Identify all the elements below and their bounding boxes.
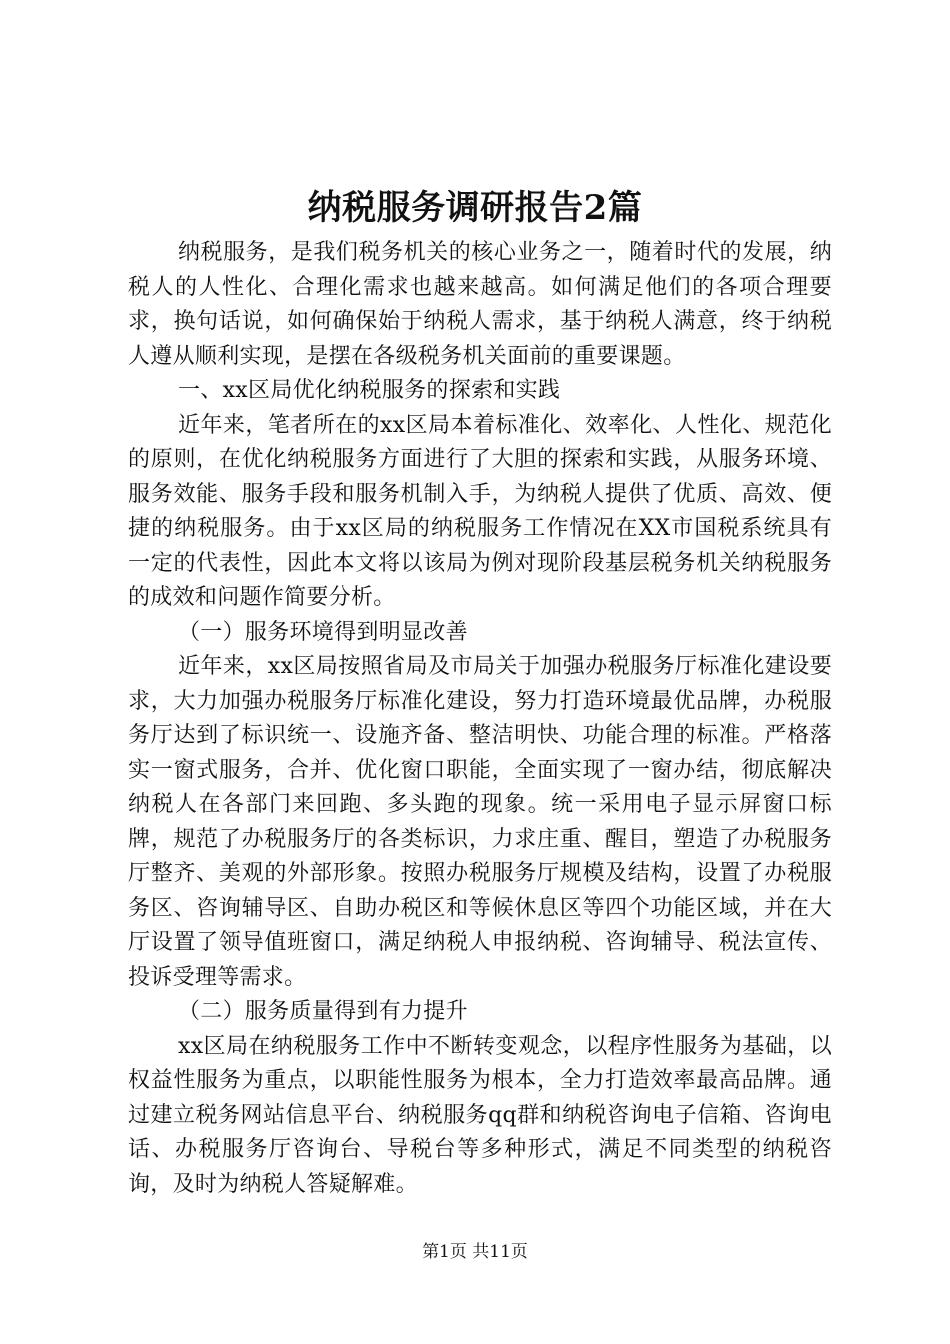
document-body bbox=[128, 236, 832, 1202]
section-1-paragraph: 近年来，笔者所在的xx区局本着标准化、效率化、人性化、规范化的原则，在优化纳税服务方面进行了大胆的探索和实践，从服务环境、服务效能、服务手段和服务机制入手，为纳税人提供了优质、高效、便捷的纳税服务。由于xx区局的纳税服务工作情况在XX市国税系统具有一定的代表性，因此本文将以该局为例对现阶段基层税务机关纳税服务的成效和问题作简要分析。 bbox=[128, 412, 832, 610]
subsection-1-paragraph: 近年来，xx区局按照省局及市局关于加强办税服务厅标准化建设要求，大力加强办税服务厅标准化建设，努力打造环境最优品牌，办税服务厅达到了标识统一、设施齐备、整洁明快、功能合理的标准。严格落实一窗式服务，合并、优化窗口职能，全面实现了一窗办结，彻底解决纳税人在各部门来回跑、多头跑的现象。统一采用电子显示屏窗口标牌，规范了办税服务厅的各类标识，力求庄重、醒目，塑造了办税服务厅整齐、美观的外部形象。按照办税服务厅规模及结构，设置了办税服务区、咨询辅导区、自助办税区和等候休息区等四个功能区域，并在大厅设置了领导值班窗口，满足纳税人申报纳税、咨询辅导、税法宣传、投诉受理等需求。 bbox=[128, 654, 832, 990]
subsection-heading-2: （二）服务质量得到有力提升 bbox=[178, 999, 468, 1024]
section-heading-1: 一、xx区局优化纳税服务的探索和实践 bbox=[178, 378, 561, 403]
document-title: 纳税服务调研报告2篇 bbox=[307, 188, 643, 228]
intro-paragraph: 纳税服务，是我们税务机关的核心业务之一，随着时代的发展，纳税人的人性化、合理化需求也越来越高。如何满足他们的各项合理要求，换句话说，如何确保始于纳税人需求，基于纳税人满意，终于纳税人遵从顺利实现，是摆在各级税务机关面前的重要课题。 bbox=[128, 240, 832, 369]
page-number-footer: 第1页 共11页 bbox=[422, 1242, 528, 1262]
subsection-2-paragraph: xx区局在纳税服务工作中不断转变观念，以程序性服务为基础，以权益性服务为重点，以职能性服务为根本，全力打造效率最高品牌。通过建立税务网站信息平台、纳税服务qq群和纳税咨询电子信箱、咨询电话、办税服务厅咨询台、导税台等多种形式，满足不同类型的纳税咨询，及时为纳税人答疑解难。 bbox=[128, 1033, 832, 1197]
subsection-heading-1: （一）服务环境得到明显改善 bbox=[178, 619, 468, 645]
